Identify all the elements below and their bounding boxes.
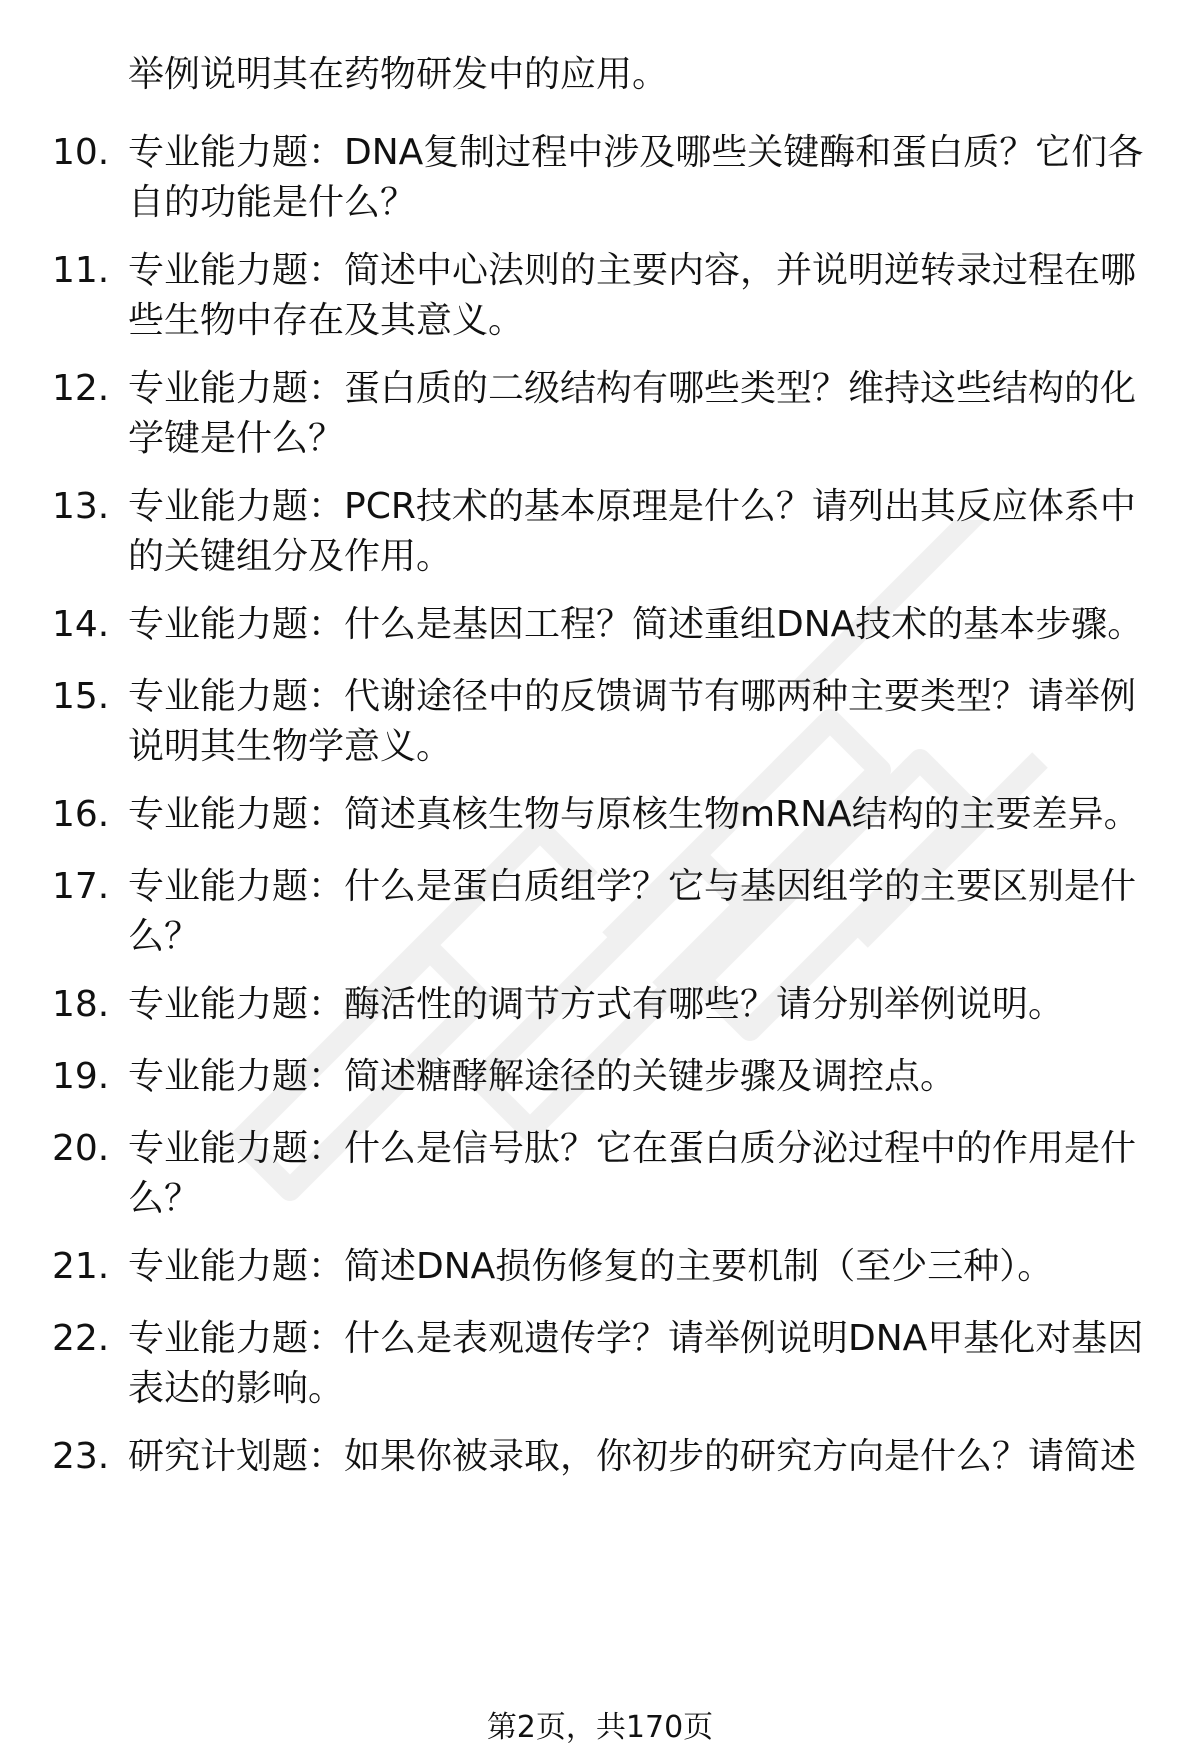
question-number: 16. (52, 794, 110, 835)
question-text: 专业能力题：代谢途径中的反馈调节有哪两种主要类型？请举例说明其生物学意义。 (128, 676, 1137, 767)
page-number-footer: 第2页，共170页 (486, 1710, 714, 1745)
question-number: 20. (52, 1128, 110, 1169)
question-number: 15. (52, 676, 110, 717)
question-text: 研究计划题：如果你被录取，你初步的研究方向是什么？请简述 (128, 1436, 1137, 1477)
question-number: 19. (52, 1056, 110, 1097)
previous-item-continuation: 举例说明其在药物研发中的应用。 (128, 54, 669, 95)
question-text: 专业能力题：简述DNA损伤修复的主要机制（至少三种）。 (128, 1246, 1054, 1287)
question-number: 10. (52, 132, 110, 173)
question-number: 11. (52, 250, 110, 291)
question-text: 专业能力题：DNA复制过程中涉及哪些关键酶和蛋白质？它们各自的功能是什么？ (128, 132, 1144, 223)
question-text: 专业能力题：简述糖酵解途径的关键步骤及调控点。 (128, 1056, 957, 1097)
question-number: 22. (52, 1318, 110, 1359)
question-text: 专业能力题：蛋白质的二级结构有哪些类型？维持这些结构的化学键是什么？ (128, 368, 1137, 459)
question-number: 21. (52, 1246, 110, 1287)
question-text: 专业能力题：简述中心法则的主要内容，并说明逆转录过程在哪些生物中存在及其意义。 (128, 250, 1137, 341)
question-number: 13. (52, 486, 110, 527)
question-text: 专业能力题：什么是信号肽？它在蛋白质分泌过程中的作用是什么？ (128, 1128, 1137, 1219)
question-text: 专业能力题：什么是蛋白质组学？它与基因组学的主要区别是什么？ (128, 866, 1137, 957)
question-text: 专业能力题：什么是基因工程？简述重组DNA技术的基本步骤。 (128, 604, 1144, 645)
question-number: 12. (52, 368, 110, 409)
question-number: 17. (52, 866, 110, 907)
question-text: 专业能力题：PCR技术的基本原理是什么？请列出其反应体系中的关键组分及作用。 (128, 486, 1136, 577)
question-text: 专业能力题：什么是表观遗传学？请举例说明DNA甲基化对基因表达的影响。 (128, 1318, 1144, 1409)
question-text: 专业能力题：简述真核生物与原核生物mRNA结构的主要差异。 (128, 794, 1140, 835)
question-number: 18. (52, 984, 110, 1025)
question-text: 专业能力题：酶活性的调节方式有哪些？请分别举例说明。 (128, 984, 1065, 1025)
question-number: 14. (52, 604, 110, 645)
question-number: 23. (52, 1436, 110, 1477)
